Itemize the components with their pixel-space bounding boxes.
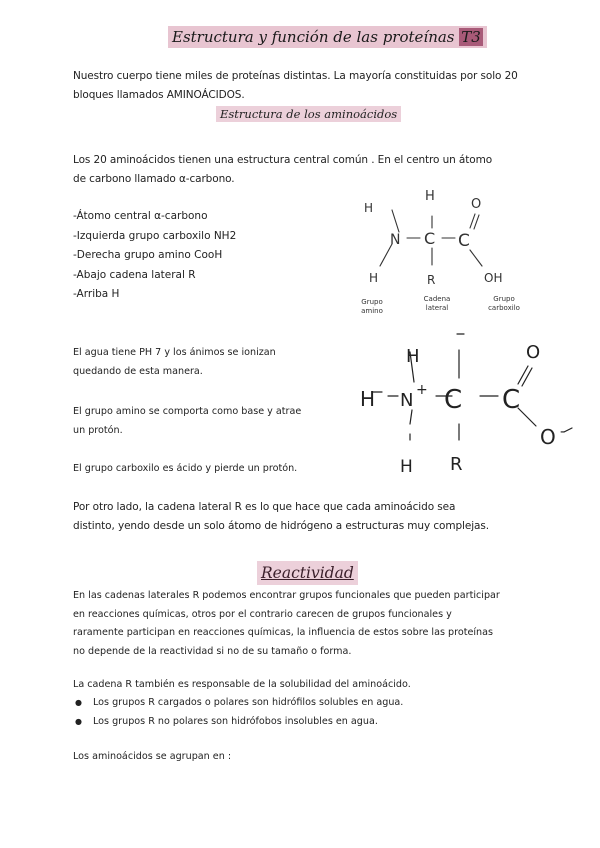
reactividad-heading: Reactividad: [257, 561, 358, 585]
atom-o-minus: O: [540, 425, 556, 449]
label-side-2: lateral: [425, 304, 449, 312]
side-chain-line-1: Por otro lado, la cadena lateral R es lo que hace que cada aminoácido sea: [73, 501, 456, 513]
atom-h-left: H: [360, 387, 376, 411]
list-item: -Átomo central α-carbono: [73, 210, 208, 222]
label-amino-1: Grupo: [361, 298, 383, 306]
reactividad-line-1: En las cadenas laterales R podemos encontrar grupos funcionales que pueden participar: [73, 590, 500, 601]
atom-r: R: [427, 273, 436, 287]
ionized-aminoacid-figure: [358, 328, 580, 478]
label-carboxyl-1: Grupo: [493, 295, 515, 303]
label-carboxyl-2: carboxilo: [488, 304, 520, 312]
charge-minus: -: [560, 424, 566, 440]
grouping-paragraph: Los aminoácidos se agrupan en :: [73, 751, 232, 762]
amino-group-line-1: El grupo amino se comporta como base y atrae: [73, 406, 302, 417]
atom-h-left: H: [364, 201, 374, 215]
atom-n: N: [390, 232, 401, 248]
atom-h-bottom: H: [369, 271, 379, 285]
intro-line-2: bloques llamados AMINOÁCIDOS.: [73, 89, 245, 101]
page-title-text: Estructura y función de las proteínas: [172, 28, 455, 46]
atom-n: N: [400, 390, 414, 411]
atom-h-bottom: H: [400, 457, 413, 477]
reactividad-line-4: no depende de la reactividad si no de su tamaño o forma.: [73, 646, 352, 658]
water-paragraph: [73, 344, 276, 381]
atom-c-alpha: C: [444, 385, 463, 415]
label-side-1: Cadena: [423, 295, 451, 303]
list-item: -Abajo cadena lateral R: [73, 268, 196, 281]
solubility-paragraph: La cadena R también es responsable de la solubilidad del aminoácido.: [73, 679, 411, 690]
water-line-1: El agua tiene PH 7 y los ánimos se ionizan: [73, 347, 276, 358]
atom-r: R: [450, 454, 463, 475]
label-amino-2: amino: [361, 307, 383, 315]
side-chain-line-2: distinto, yendo desde un solo átomo de hidrógeno a estructuras muy complejas.: [73, 520, 489, 532]
list-item: ● Los grupos R cargados o polares son hidrófilos solubles en agua.: [73, 694, 403, 713]
intro-line-1: Nuestro cuerpo tiene miles de proteínas distintas. La mayoría constituidas por solo 20: [73, 70, 518, 82]
side-chain-paragraph: [73, 498, 489, 536]
aminoacid-structure-figure: [352, 180, 542, 318]
reactividad-line-3: raramente participan en reacciones químicas, la influencia de estos sobre las proteínas: [73, 627, 493, 639]
list-item: -Izquierda grupo carboxilo NH2: [73, 229, 237, 242]
atom-h-top: H: [406, 346, 420, 367]
list-item: -Arriba H: [73, 288, 120, 300]
topic-tag: T3: [461, 28, 481, 46]
aminoacid-line-2: de carbono llamado α-carbono.: [73, 173, 235, 185]
section-subtitle: Estructura de los aminoácidos: [216, 106, 401, 122]
intro-paragraph: [73, 67, 518, 105]
amino-group-paragraph: [73, 403, 301, 440]
aminoacid-line-1: Los 20 aminoácidos tienen una estructura central común . En el centro un átomo: [73, 154, 493, 166]
solubility-bullet-list: [73, 694, 403, 731]
amino-group-line-2: un protón.: [73, 424, 123, 436]
atom-h-top: H: [425, 189, 435, 204]
atom-oh: OH: [484, 271, 503, 285]
atom-c-carboxyl: C: [458, 231, 470, 251]
reactividad-paragraph: [73, 587, 500, 662]
page-title: [168, 26, 487, 48]
list-item: ● Los grupos R no polares son hidrófobos insolubles en agua.: [73, 713, 403, 732]
water-line-2: quedando de esta manera.: [73, 365, 203, 377]
atom-c-carboxyl: C: [502, 385, 521, 415]
list-item: -Derecha grupo amino CooH: [73, 249, 223, 261]
reactividad-line-2: en reacciones químicas, otros por el contrario carecen de grupos funcionales y: [73, 608, 452, 620]
charge-plus: +: [416, 382, 428, 398]
atom-c-alpha: C: [424, 229, 436, 248]
atom-o-top: O: [471, 197, 482, 212]
carboxyl-group-paragraph: El grupo carboxilo es ácido y pierde un protón.: [73, 463, 298, 474]
structure-list: [73, 207, 236, 305]
atom-o-top: O: [526, 342, 541, 363]
